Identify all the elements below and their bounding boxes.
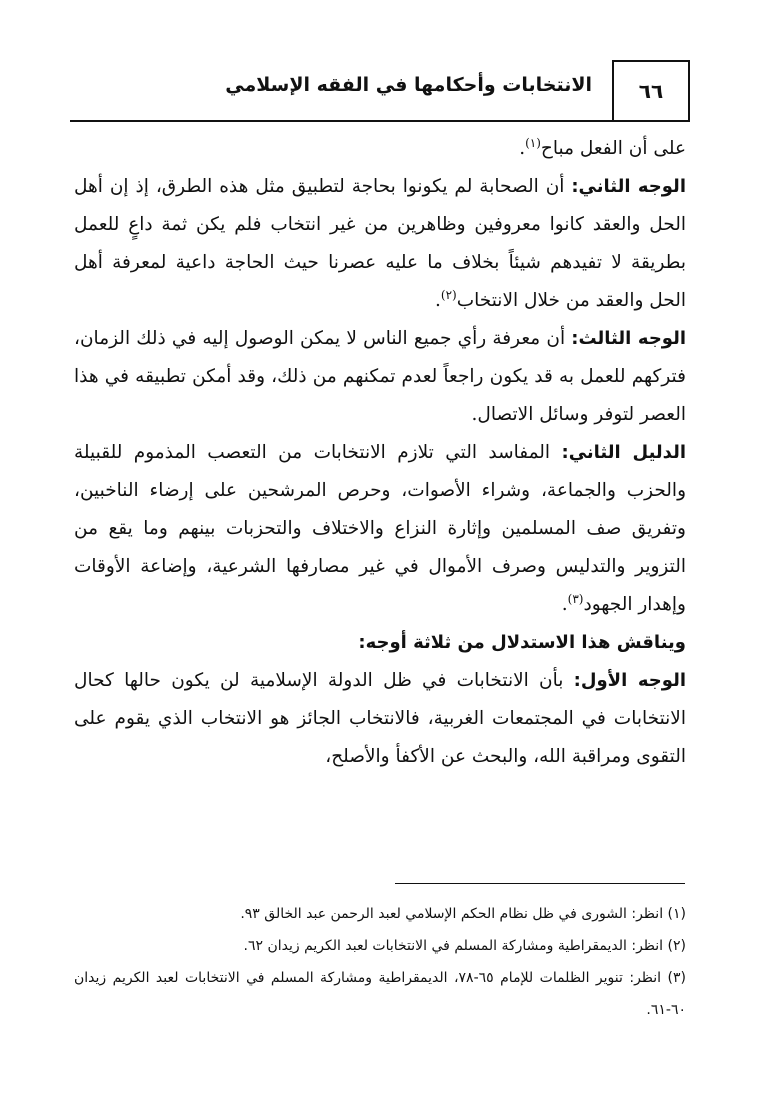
paragraph-6 [74, 662, 686, 776]
paragraph-1-end: . [519, 138, 526, 159]
paragraph-1-text: على أن الفعل مباح [540, 138, 686, 159]
page-number: ٦٦ [612, 60, 690, 120]
footnote-1: (١) انظر: الشورى في ظل نظام الحكم الإسلامي لعبد الرحمن عبد الخالق ٩٣. [240, 906, 686, 922]
term-third-aspect: الوجه الثالث: [571, 328, 687, 349]
footnote-divider [395, 883, 685, 884]
footnote-ref-1: (١) [525, 135, 541, 150]
footnote-2: (٢) انظر: الديمقراطية ومشاركة المسلم في الانتخابات لعبد الكريم زيدان ٦٢. [243, 938, 686, 954]
footnote-ref-3: (٣) [567, 591, 584, 606]
paragraph-4-end: . [561, 594, 568, 615]
paragraph-4-text: المفاسد التي تلازم الانتخابات من التعصب المذموم للقبيلة والحزب والجماعة، وشراء الأصوات، وحرص المرشحين على إرضاء الناخبين، وتفريق صف المسلمين وإثارة النزاع والاختلاف والتحزبات بينهم وما يقع من التزوير والتدليس وصرف الأموال في غير مصارفها الشرعية، وإضاعة الأوقات وإهدار الجهود [74, 442, 686, 615]
term-second-aspect: الوجه الثاني: [571, 176, 686, 197]
paragraph-2-end: . [435, 290, 441, 311]
paragraph-3 [74, 320, 686, 434]
paragraph-6-text: بأن الانتخابات في ظل الدولة الإسلامية لن يكون حالها كحال الانتخابات في المجتمعات الغربية، فالانتخاب الجائز هو الانتخاب الذي يقوم على التقوى ومراقبة الله، والبحث عن الأكفأ والأصلح، [74, 670, 686, 767]
term-first-aspect: الوجه الأول: [573, 670, 686, 691]
paragraph-2 [74, 168, 686, 320]
footnote-3: (٣) انظر: تنوير الظلمات للإمام ٦٥-٧٨، الديمقراطية ومشاركة المسلم في الانتخابات لعبد الكريم زيدان ٦٠-٦١. [74, 970, 686, 1018]
term-second-evidence: الدليل الثاني: [561, 442, 687, 463]
footnotes [74, 898, 686, 1026]
paragraph-3-text: أن معرفة رأي جميع الناس لا يمكن الوصول إليه في ذلك الزمان، فتركهم للعمل به قد يكون راجعاً لعدم تمكنهم من ذلك، وقد أمكن تطبيقه في هذا العصر لتوفر وسائل الاتصال. [74, 328, 686, 425]
page-header [70, 60, 690, 120]
paragraph-2-text: أن الصحابة لم يكونوا بحاجة لتطبيق مثل هذه الطرق، إذ إن أهل الحل والعقد كانوا معروفين وظاهرين من غير انتخاب فلم يكن ثمة داعٍ للعمل بطريقة لا تفيدهم شيئاً بخلاف ما عليه عصرنا حيث الحاجة داعية لمعرفة أهل الحل والعقد من خلال الانتخاب [74, 176, 686, 311]
body-text [74, 130, 686, 776]
footnote-ref-2: (٢) [440, 287, 457, 302]
paragraph-4 [74, 434, 686, 624]
paragraph-1 [74, 130, 686, 168]
running-title: الانتخابات وأحكامها في الفقه الإسلامي [225, 74, 592, 96]
header-divider [70, 120, 690, 122]
discussion-heading: ويناقش هذا الاستدلال من ثلاثة أوجه: [358, 632, 686, 653]
